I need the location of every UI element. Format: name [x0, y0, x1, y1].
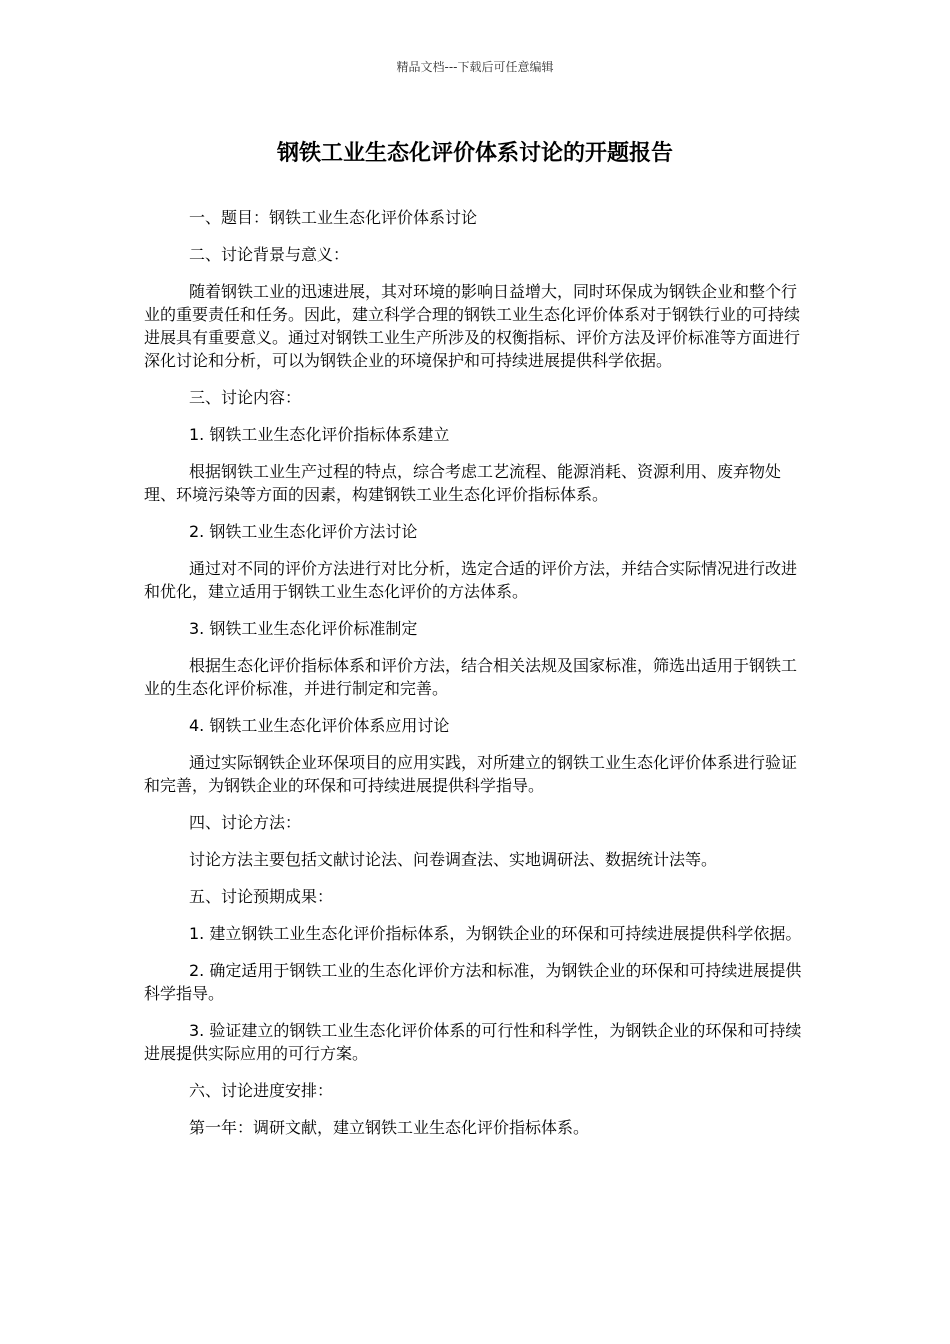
- paragraph-outcome-3: 3. 验证建立的钢铁工业生态化评价体系的可行性和科学性，为钢铁企业的环保和可持续进展提供实际应用的可行方案。: [144, 1021, 802, 1063]
- paragraph-content-1: 根据钢铁工业生产过程的特点，综合考虑工艺流程、能源消耗、资源利用、废弃物处理、环境污染等方面的因素，构建钢铁工业生态化评价指标体系。: [144, 462, 782, 504]
- paragraph-schedule-year-1: 第一年：调研文献，建立钢铁工业生态化评价指标体系。: [189, 1118, 590, 1137]
- heading-schedule: 六、讨论进度安排：: [189, 1081, 334, 1100]
- heading-content: 三、讨论内容：: [189, 388, 302, 407]
- header-note: 精品文档---下载后可任意编辑: [396, 60, 554, 74]
- paragraph-content-2: 通过对不同的评价方法进行对比分析，选定合适的评价方法，并结合实际情况进行改进和优化，建立适用于钢铁工业生态化评价的方法体系。: [144, 559, 798, 601]
- document-body: [144, 206, 806, 1153]
- heading-methods: 四、讨论方法：: [189, 813, 302, 832]
- paragraph-background: 随着钢铁工业的迅速进展，其对环境的影响日益增大，同时环保成为钢铁企业和整个行业的重要责任和任务。因此，建立科学合理的钢铁工业生态化评价体系对于钢铁行业的可持续进展具有重要意义。通过对钢铁工业生产所涉及的权衡指标、评价方法及评价标准等方面进行深化讨论和分析，可以为钢铁企业的环境保护和可持续进展提供科学依据。: [144, 282, 801, 370]
- paragraph-outcome-2: 2. 确定适用于钢铁工业的生态化评价方法和标准，为钢铁企业的环保和可持续进展提供科学指导。: [144, 961, 802, 1003]
- heading-outcomes: 五、讨论预期成果：: [189, 887, 334, 906]
- heading-background: 二、讨论背景与意义：: [189, 245, 350, 264]
- paragraph-methods: 讨论方法主要包括文献讨论法、问卷调查法、实地调研法、数据统计法等。: [189, 850, 718, 869]
- subheading-content-1: 1. 钢铁工业生态化评价指标体系建立: [189, 425, 450, 444]
- subheading-content-3: 3. 钢铁工业生态化评价标准制定: [189, 619, 418, 638]
- paragraph-outcome-1: 1. 建立钢铁工业生态化评价指标体系，为钢铁企业的环保和可持续进展提供科学依据。: [189, 924, 802, 943]
- paragraph-topic: 一、题目：钢铁工业生态化评价体系讨论: [189, 208, 478, 227]
- subheading-content-2: 2. 钢铁工业生态化评价方法讨论: [189, 522, 418, 541]
- subheading-content-4: 4. 钢铁工业生态化评价体系应用讨论: [189, 716, 450, 735]
- document-title: 钢铁工业生态化评价体系讨论的开题报告: [276, 141, 673, 166]
- paragraph-content-4: 通过实际钢铁企业环保项目的应用实践，对所建立的钢铁工业生态化评价体系进行验证和完善，为钢铁企业的环保和可持续进展提供科学指导。: [144, 753, 798, 795]
- paragraph-content-3: 根据生态化评价指标体系和评价方法，结合相关法规及国家标准，筛选出适用于钢铁工业的生态化评价标准，并进行制定和完善。: [144, 656, 798, 698]
